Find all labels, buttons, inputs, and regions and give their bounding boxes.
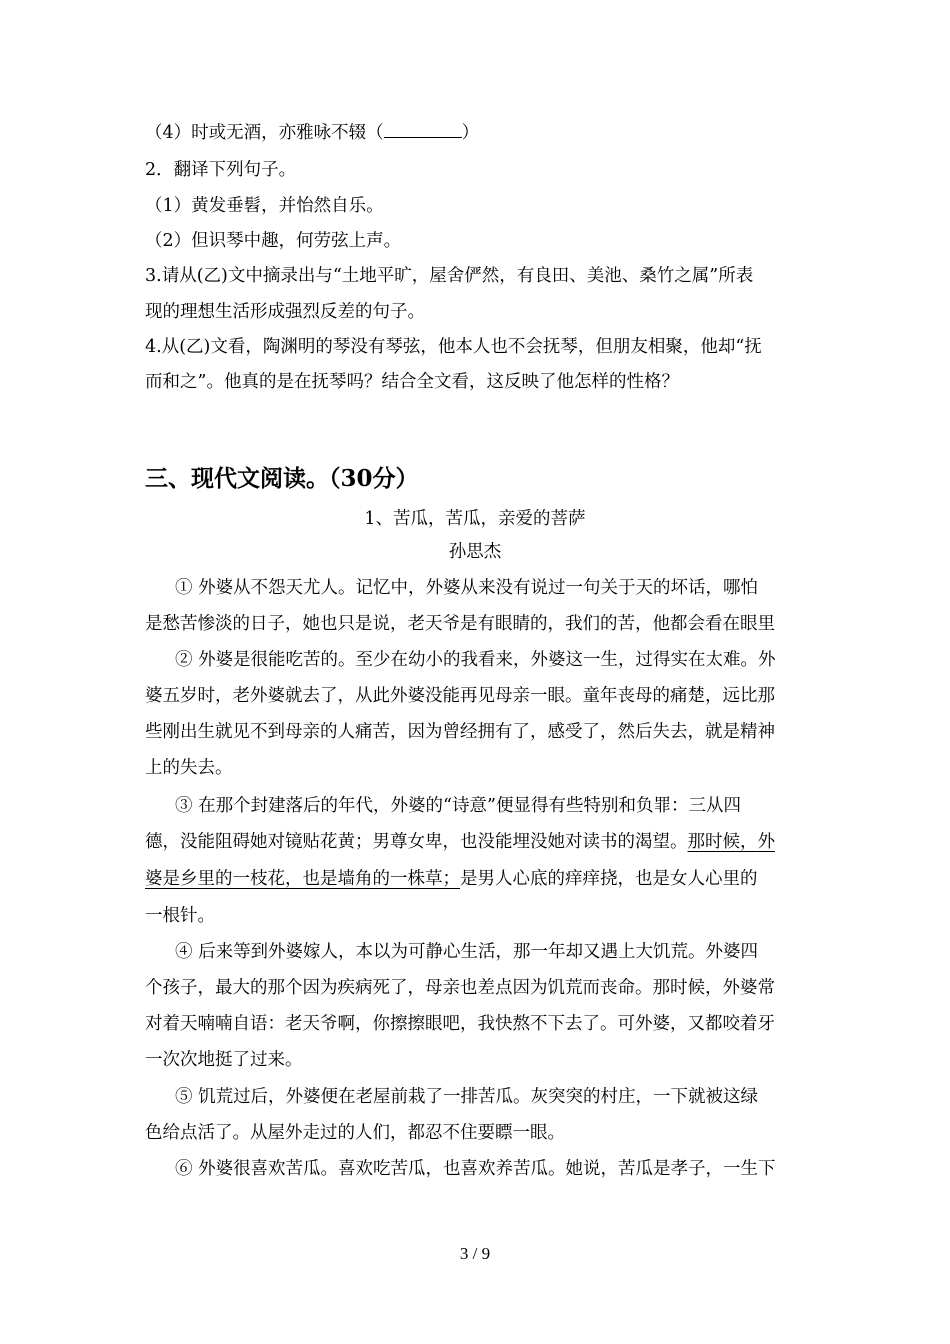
- open-paren: （: [366, 123, 384, 143]
- paragraph-3-line-4: 一根针。: [145, 906, 215, 926]
- paragraph-2-line-4: 上的失去。: [145, 758, 233, 778]
- paragraph-2-line-3: 些刚出生就见不到母亲的人痛苦，因为曾经拥有了，感受了，然后失去，就是精神: [145, 722, 775, 742]
- paragraph-4-line-2: 个孩子，最大的那个因为疾病死了，母亲也差点因为饥荒而丧命。那时候，外婆常: [145, 978, 775, 998]
- question-4-line-2: 而和之”。他真的是在抚琴吗？结合全文看，这反映了他怎样的性格？: [145, 372, 679, 392]
- question-1-item-4: [145, 121, 810, 145]
- underlined-sentence-start: 那时候，外: [687, 832, 775, 852]
- paragraph-4-line-3: 对着天喃喃自语：老天爷啊，你擦擦眼吧，我快熬不下去了。可外婆，又都咬着牙: [145, 1014, 775, 1034]
- paragraph-3-line-1: ③ 在那个封建落后的年代，外婆的“诗意”便显得有些特别和负罪：三从四: [175, 796, 741, 816]
- paragraph-4-line-4: 一次次地挺了过来。: [145, 1050, 303, 1070]
- paragraph-5-line-2: 色给点活了。从屋外走过的人们，都忍不住要瞟一眼。: [145, 1123, 565, 1143]
- paragraph-1-line-2: 是愁苦惨淡的日子，她也只是说，老天爷是有眼睛的，我们的苦，他都会看在眼里: [145, 614, 775, 634]
- question-3-line-2: 现的理想生活形成强烈反差的句子。: [145, 302, 425, 322]
- emphasis-dot-char: 辍: [348, 123, 367, 143]
- paragraph-3-line-2: [145, 830, 810, 854]
- paragraph-1-line-1: ① 外婆从不怨天尤人。记忆中，外婆从来没有说过一句关于天的坏话，哪怕: [175, 578, 759, 598]
- paragraph-6-line-1: ⑥ 外婆很喜欢苦瓜。喜欢吃苦瓜，也喜欢养苦瓜。她说，苦瓜是孝子，一生下: [175, 1159, 776, 1179]
- underlined-sentence-end: 婆是乡里的一枝花，也是墙角的一株草；: [145, 869, 460, 889]
- article-title: 1、苦瓜，苦瓜，亲爱的菩萨: [364, 509, 586, 529]
- paragraph-5-line-1: ⑤ 饥荒过后，外婆便在老屋前栽了一排苦瓜。灰突突的村庄，一下就被这绿: [175, 1087, 759, 1107]
- page-number: 3 / 9: [459, 1244, 491, 1263]
- paragraph-4-line-1: ④ 后来等到外婆嫁人，本以为可静心生活，那一年却又遇上大饥荒。外婆四: [175, 942, 759, 962]
- question-2-item-2: （2）但识琴中趣，何劳弦上声。: [145, 231, 402, 251]
- paragraph-2-line-2: 婆五岁时，老外婆就去了，从此外婆没能再见母亲一眼。童年丧母的痛楚，远比那: [145, 686, 775, 706]
- paragraph-3-line-3: [145, 867, 810, 891]
- answer-blank[interactable]: [384, 121, 462, 138]
- question-3-line-1: 3.请从(乙)文中摘录出与“土地平旷，屋舍俨然，有良田、美池、桑竹之属”所表: [145, 266, 754, 286]
- question-4-line-1: 4.从(乙)文看，陶渊明的琴没有琴弦，他本人也不会抚琴，但朋友相聚，他却“抚: [145, 337, 762, 357]
- question-2-item-1: （1）黄发垂髫，并怡然自乐。: [145, 196, 384, 216]
- question-2-title: 2．翻译下列句子。: [145, 160, 297, 180]
- paragraph-2-line-1: ② 外婆是很能吃苦的。至少在幼小的我看来，外婆这一生，过得实在太难。外: [175, 650, 776, 670]
- p3-plain-text: 德，没能阻碍她对镜贴花黄；男尊女卑，也没能埋没她对读书的渴望。: [145, 832, 688, 852]
- q1-item4-text: （4）时或无酒，亦雅咏不: [145, 123, 349, 143]
- close-paren: ）: [461, 123, 480, 143]
- p3-plain-text-2: 是男人心底的痒痒挠，也是女人心里的: [460, 869, 758, 889]
- section-heading: 三、现代文阅读。（30分）: [145, 465, 419, 492]
- article-author: 孙思杰: [448, 542, 502, 562]
